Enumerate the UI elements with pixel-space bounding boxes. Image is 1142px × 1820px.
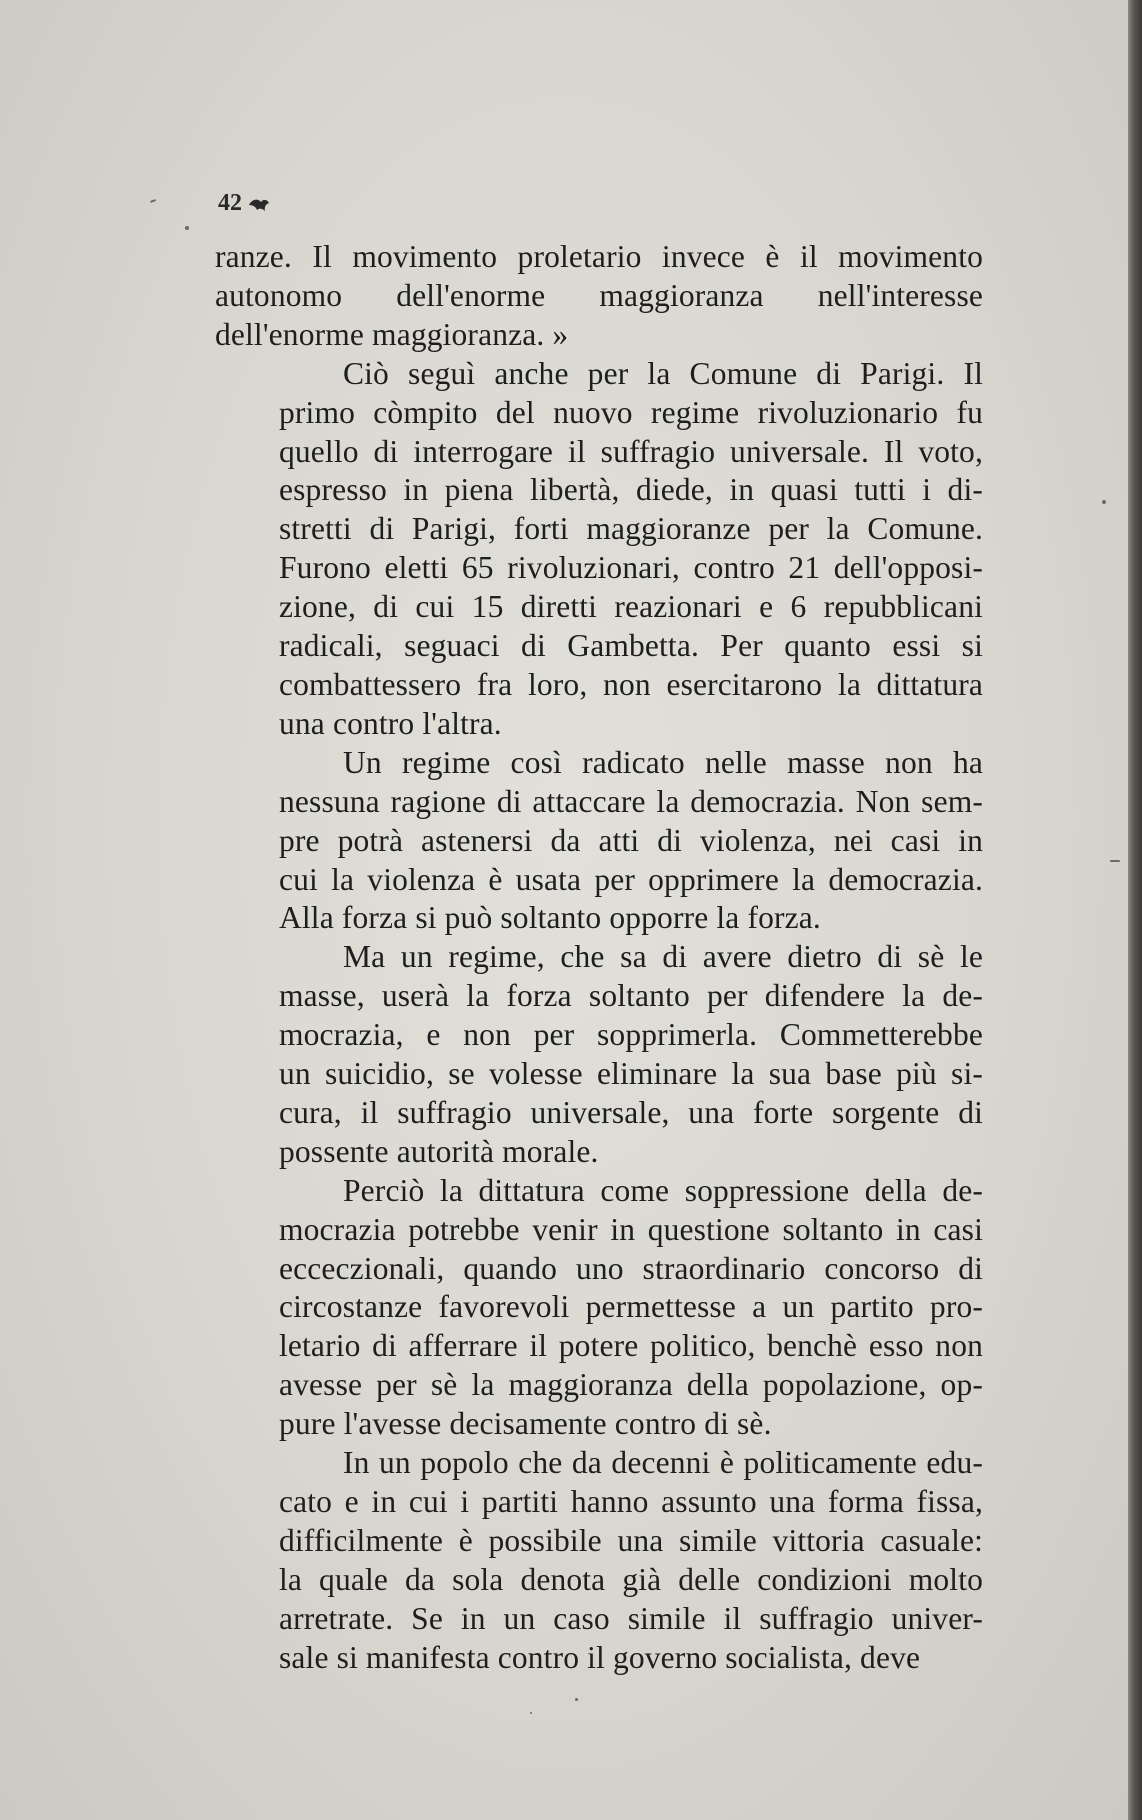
text-line: arretrate. Se in un caso simile il suffragio univer- — [279, 1600, 983, 1636]
text-line: Ciò seguì anche per la Comune di Parigi. Il — [343, 355, 983, 391]
paragraph — [215, 238, 983, 355]
text-line: pure l'avesse decisamente contro di sè. — [279, 1406, 772, 1442]
text-line: mocrazia, e non per sopprimerla. Commetterebbe — [279, 1017, 983, 1053]
text-line: stretti di Parigi, forti maggioranze per la Comune. — [279, 511, 983, 547]
text-line: cui la violenza è usata per opprimere la democrazia. — [279, 861, 983, 897]
text-line: radicali, seguaci di Gambetta. Per quanto essi si — [279, 628, 983, 664]
text-line: la quale da sola denota già delle condizioni molto — [279, 1561, 983, 1597]
text-line: possente autorità morale. — [279, 1133, 599, 1169]
text-line: Ma un regime, che sa di avere dietro di sè le — [343, 939, 983, 975]
text-line: Alla forza si può soltanto opporre la forza. — [279, 900, 821, 936]
text-line: letario di afferrare il potere politico, benchè esso non — [279, 1328, 983, 1364]
text-line: zione, di cui 15 diretti reazionari e 6 repubblicani — [279, 589, 983, 625]
text-line: ecceczionali, quando uno straordinario concorso di — [279, 1250, 983, 1286]
leaf-ornament-icon — [248, 196, 270, 212]
text-line: espresso in piena libertà, diede, in quasi tutti i di- — [279, 472, 983, 508]
text-line: In un popolo che da decenni è politicamente edu- — [343, 1445, 983, 1481]
paragraph — [215, 355, 983, 744]
text-line: masse, userà la forza soltanto per difendere la de- — [279, 978, 983, 1014]
body-text — [215, 238, 983, 1678]
text-line: dell'enorme maggioranza. » — [215, 316, 569, 352]
paragraph — [215, 1444, 983, 1677]
text-line: Furono eletti 65 rivoluzionari, contro 21 dell'opposi- — [279, 550, 983, 586]
text-line: quello di interrogare il suffragio universale. Il voto, — [279, 433, 983, 469]
page-number: 42 — [218, 190, 242, 216]
page-edge-shadow — [1128, 0, 1142, 1820]
text-line: cura, il suffragio universale, una forte sorgente di — [279, 1094, 983, 1130]
text-line: Un regime così radicato nelle masse non ha — [343, 744, 983, 780]
text-line: cato e in cui i partiti hanno assunto una forma fissa, — [279, 1484, 983, 1519]
paragraph — [215, 938, 983, 1171]
text-line: avesse per sè la maggioranza della popolazione, op- — [279, 1367, 983, 1403]
text-line: combattessero fra loro, non esercitarono la dittatura — [279, 666, 983, 702]
text-line: ranze. Il movimento proletario invece è il movimento — [215, 239, 983, 274]
text-line: Perciò la dittatura come soppressione della de- — [343, 1172, 983, 1208]
text-line: circostanze favorevoli permettesse a un partito pro- — [279, 1289, 983, 1325]
text-line: autonomo dell'enorme maggioranza nell'interesse — [215, 277, 983, 313]
text-line: nessuna ragione di attaccare la democrazia. Non sem- — [279, 783, 983, 819]
page-header — [218, 190, 270, 217]
text-line: un suicidio, se volesse eliminare la sua base più si- — [279, 1056, 983, 1092]
text-line: una contro l'altra. — [279, 705, 502, 741]
text-line: pre potrà astenersi da atti di violenza, nei casi in — [279, 822, 983, 858]
text-line: primo còmpito del nuovo regime rivoluzionario fu — [279, 394, 983, 430]
text-line: difficilmente è possibile una simile vittoria casuale: — [279, 1522, 983, 1558]
paragraph — [215, 1172, 983, 1444]
text-line: mocrazia potrebbe venir in questione soltanto in casi — [279, 1211, 983, 1247]
paragraph — [215, 744, 983, 939]
text-line: sale si manifesta contro il governo socialista, deve — [279, 1639, 921, 1675]
